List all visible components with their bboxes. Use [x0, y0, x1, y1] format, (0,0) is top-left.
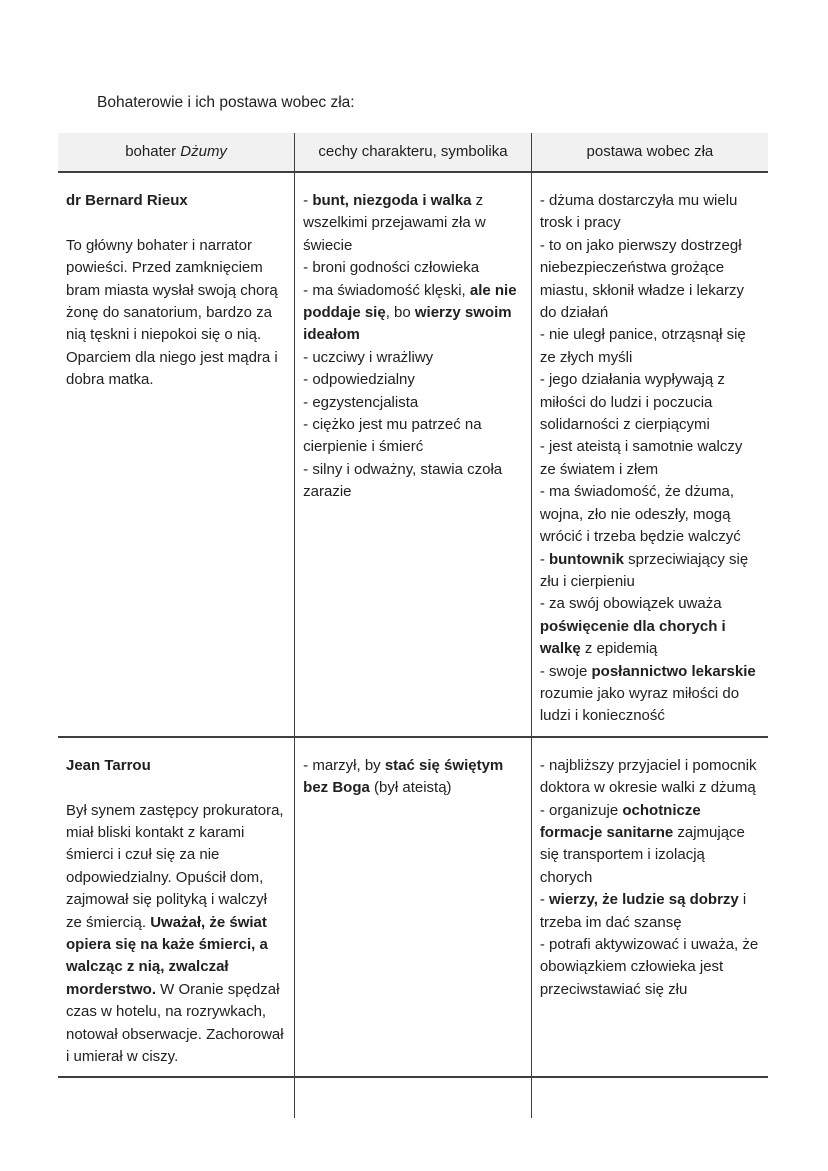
- text-run: posłannictwo lekarskie: [591, 662, 756, 680]
- table-cell: [58, 737, 295, 1078]
- paragraph: [303, 257, 523, 279]
- text-run: - potrafi aktywizować i uważa, że obowiązkiem człowieka jest przeciwstawiać się złu: [539, 936, 759, 998]
- paragraph: [540, 481, 760, 548]
- paragraph: [303, 392, 523, 414]
- text-run: - ma świadomość, że dżuma, wojna, zło nie odeszły, mogą wrócić i trzeba będzie walczyć: [539, 483, 741, 546]
- text-run: - ma świadomość klęski,: [303, 281, 470, 299]
- paragraph: [540, 369, 760, 436]
- text-run: wierzy swoim ideałom: [303, 304, 512, 344]
- table-cell: [58, 1077, 295, 1118]
- text-run: buntownik: [548, 550, 624, 568]
- text-run: ale nie poddaje się: [303, 281, 517, 322]
- text-run: z epidemią: [580, 640, 658, 658]
- text-run: - to on jako pierwszy dostrzegł niebezpieczeństwa grożące miastu, skłonił władze i lekarzy do działań: [539, 236, 745, 322]
- table-cell: [295, 737, 532, 1078]
- column-header: [58, 133, 295, 172]
- text-run: - za swój obowiązek uważa: [539, 595, 722, 613]
- paragraph: [303, 280, 523, 347]
- text-run: - jest ateistą i samotnie walczy ze światem i złem: [539, 438, 743, 478]
- paragraph: [540, 436, 760, 481]
- text-run: - najbliższy przyjaciel i pomocnik doktora w okresie walki z dżumą: [539, 756, 757, 797]
- table-cell: [531, 172, 768, 737]
- text-run: -: [303, 192, 313, 209]
- text-run: bunt, niezgoda i walka: [312, 192, 472, 209]
- text-run: poświęcenie dla chorych i walkę: [539, 617, 726, 658]
- text-run: - swoje: [539, 662, 592, 680]
- table-cell: [295, 172, 532, 737]
- column-header: [295, 133, 532, 172]
- text-run: bohater: [125, 142, 181, 160]
- paragraph: [540, 661, 760, 728]
- table-cell: [58, 172, 295, 737]
- paragraph: [66, 777, 286, 799]
- table-body: [58, 172, 768, 1118]
- text-run: - odpowiedzialny: [303, 371, 415, 389]
- table-head: [58, 133, 768, 172]
- text-run: - marzył, by: [303, 756, 385, 774]
- paragraph: [540, 324, 760, 369]
- text-run: - silny i odważny, stawia czoła zarazie: [303, 460, 503, 501]
- page-title: Bohaterowie i ich postawa wobec zła:: [97, 94, 355, 111]
- text-run: ochotnicze formacje sanitarne: [539, 801, 701, 841]
- text-run: - broni godności człowieka: [303, 259, 480, 277]
- text-run: - egzystencjalista: [303, 393, 419, 411]
- paragraph: [303, 369, 523, 391]
- text-run: wierzy, że ludzie są dobrzy: [548, 891, 739, 909]
- paragraph: [540, 889, 760, 934]
- paragraph: [303, 459, 523, 504]
- text-run: cechy charakteru, symbolika: [318, 142, 508, 160]
- table-row-empty-row: [58, 1077, 768, 1118]
- table-cell: [531, 737, 768, 1078]
- text-run: postawa wobec zła: [586, 142, 714, 160]
- text-run: i trzeba im dać szansę: [539, 891, 747, 931]
- text-run: -: [539, 891, 549, 909]
- table-row-dr-bernard-rieux: [58, 172, 768, 737]
- paragraph: [66, 800, 286, 1069]
- text-run: - dżuma dostarczyła mu wielu trosk i pracy: [539, 192, 738, 232]
- text-run: , bo: [385, 304, 415, 322]
- paragraph: [540, 235, 760, 325]
- paragraph: [540, 800, 760, 890]
- text-run: stać się świętym bez Boga: [303, 756, 504, 797]
- paragraph: [540, 934, 760, 1001]
- table-header-row: [58, 133, 768, 172]
- text-run: - nie uległ panice, otrząsnął się ze złych myśli: [539, 326, 746, 366]
- paragraph: [66, 755, 286, 777]
- text-run: -: [539, 550, 549, 568]
- paragraph: [540, 755, 760, 800]
- table-cell: [531, 1077, 768, 1118]
- text-run: - organizuje: [539, 801, 623, 819]
- text-run: z wszelkimi przejawami zła w świecie: [303, 192, 486, 254]
- text-run: (był ateistą): [369, 779, 452, 797]
- table-row-jean-tarrou: [58, 737, 768, 1078]
- text-run: sprzeciwiający się złu i cierpieniu: [539, 550, 749, 590]
- text-run: Był synem zastępcy prokuratora, miał bliski kontakt z karami śmierci i czuł się za nie odpowiedzialny. Opuścił dom, zajmował się polityką i walczył ze śmiercią.: [66, 801, 284, 931]
- text-run: dr Bernard Rieux: [66, 192, 188, 209]
- text-run: - jego działania wypływają z miłości do ludzi i poczucia solidarności z cierpiącymi: [539, 371, 725, 434]
- characters-table: [58, 133, 768, 1118]
- paragraph: [303, 755, 523, 800]
- text-run: rozumie jako wyraz miłości do ludzi i konieczność: [539, 684, 740, 725]
- text-run: Dżumy: [180, 142, 227, 160]
- text-run: zajmujące się transportem i izolacją chorych: [539, 823, 745, 886]
- text-run: To główny bohater i narrator powieści. Przed zamknięciem bram miasta wysłał swoją chorą żonę do sanatorium, bardzo za nią tęskni i niepokoi się o nią. Oparciem dla niego jest mądra i dobra matka.: [66, 236, 278, 389]
- text-run: Jean Tarrou: [66, 756, 151, 774]
- text-run: - ciężko jest mu patrzeć na cierpienie i śmierć: [303, 416, 482, 456]
- paragraph: [66, 235, 286, 392]
- paragraph: [303, 414, 523, 459]
- paragraph: [540, 549, 760, 594]
- text-run: Uważał, że świat opiera się na każe śmierci, a walcząc z nią, zwalczał morderstwo.: [66, 913, 268, 998]
- paragraph: [303, 190, 523, 257]
- table-cell: [295, 1077, 532, 1118]
- column-header: [531, 133, 768, 172]
- text-run: W Oranie spędzał czas w hotelu, na rozrywkach, notował obserwacje. Zachorował i umierał w ciszy.: [66, 980, 284, 1066]
- text-run: - uczciwy i wrażliwy: [303, 348, 434, 366]
- paragraph: [66, 212, 286, 234]
- paragraph: [540, 593, 760, 660]
- paragraph: [540, 190, 760, 235]
- paragraph: [66, 190, 286, 212]
- paragraph: [303, 347, 523, 369]
